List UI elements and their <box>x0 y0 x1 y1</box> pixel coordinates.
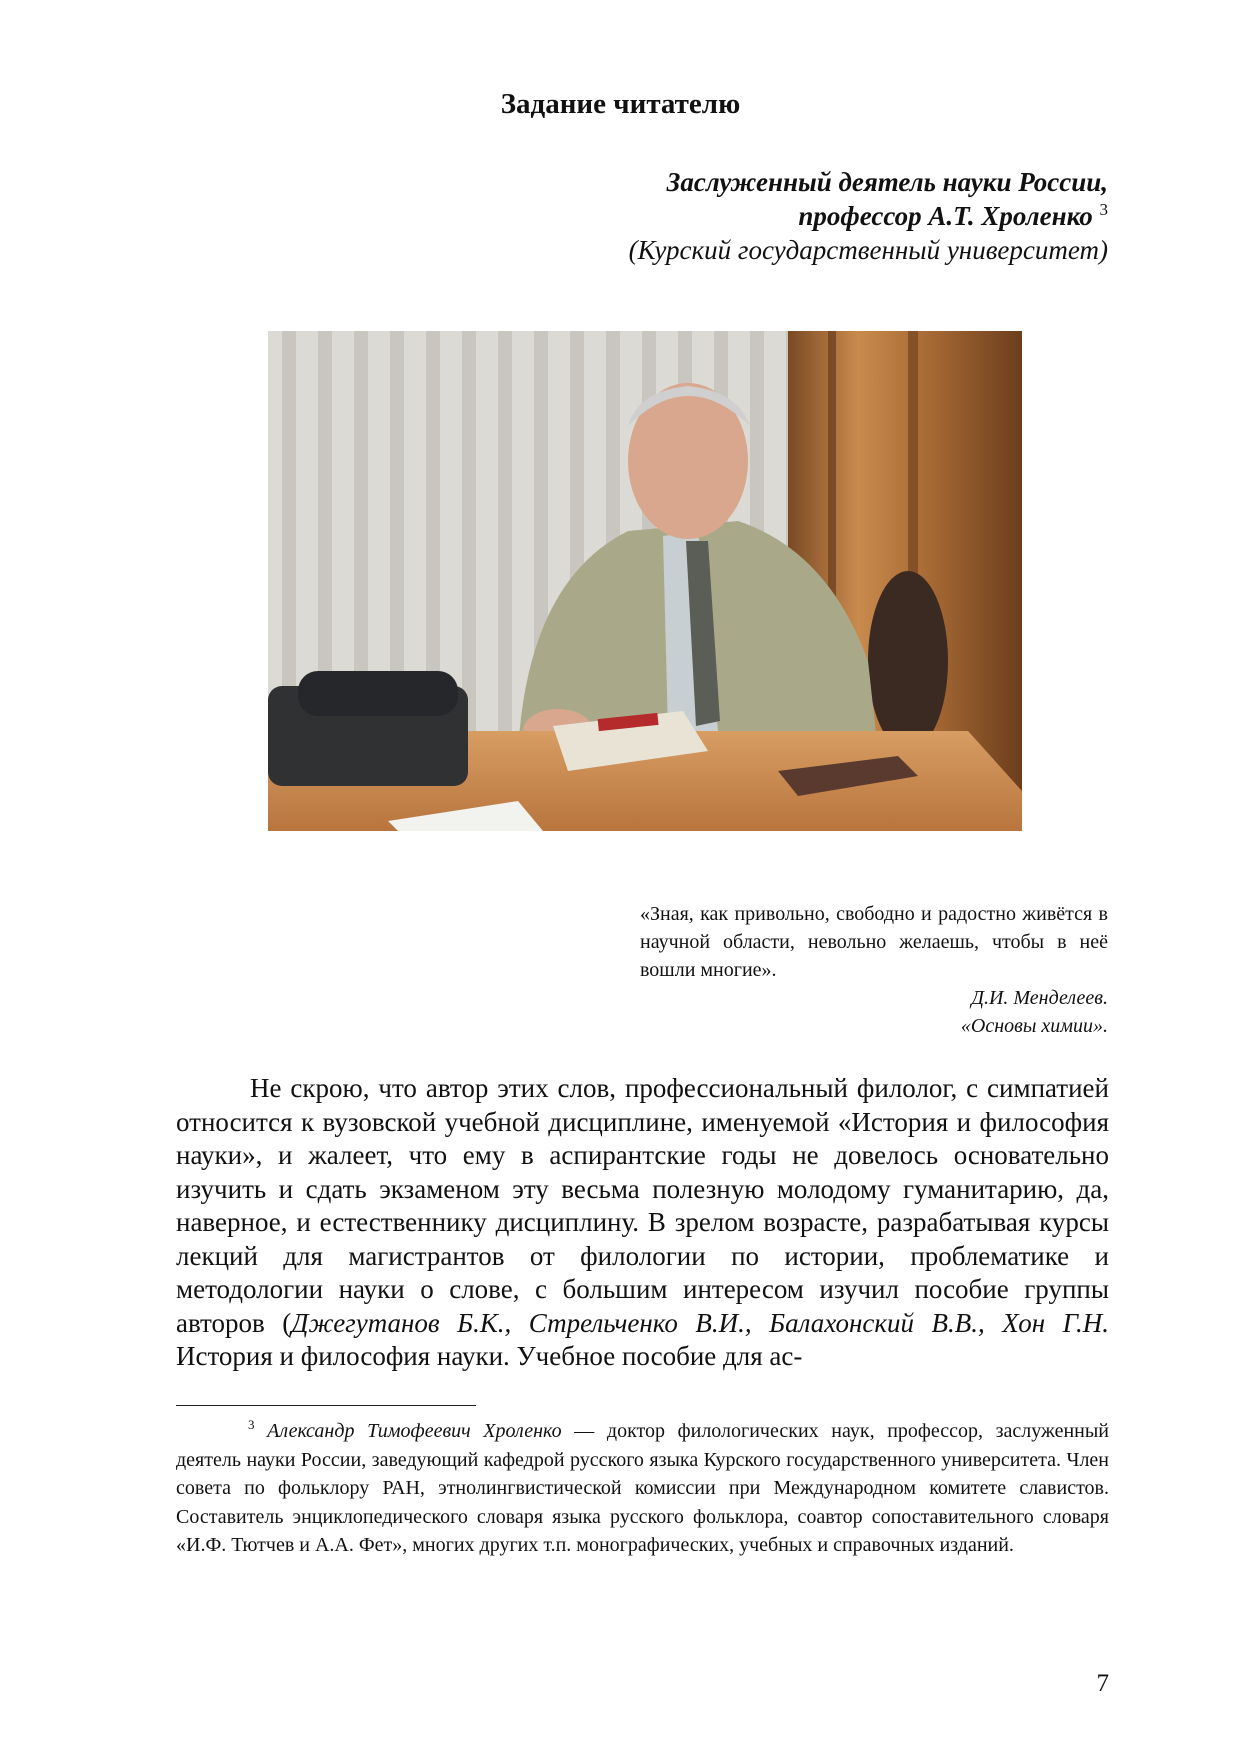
author-affiliation: (Курский государственный университет) <box>628 235 1108 265</box>
epigraph <box>640 900 1108 1040</box>
author-name: профессор А.Т. Хроленко <box>798 201 1093 231</box>
footnote-divider <box>176 1405 476 1406</box>
author-photo <box>268 331 1022 831</box>
author-photo-illustration <box>268 331 1022 831</box>
author-footnote-mark[interactable]: 3 <box>1099 200 1108 219</box>
footnote-mark: 3 <box>248 1417 255 1432</box>
footnote <box>176 1417 1109 1560</box>
author-name-line <box>408 199 1108 233</box>
body-paragraph <box>176 1072 1109 1374</box>
body-text-part2: История и философия науки. Учебное пособие для ас- <box>176 1341 803 1371</box>
author-block <box>408 165 1108 267</box>
epigraph-work: «Основы химии». <box>960 1015 1108 1037</box>
footnote-text: — доктор филологических наук, профессор, заслуженный деятель науки России, заведующий кафедрой русского языка Курского государственного университета. Член совета по фольклору РАН, этнолингвистической комиссии при Международном комитете славистов. Составитель энциклопедического словаря языка русского фольклора, соавтор сопоставительного словаря «И.Ф. Тютчев и А.А. Фет», многих других т.п. монографических, учебных и справочных изданий. <box>176 1420 1109 1556</box>
page-title: Задание читателю <box>500 88 741 120</box>
body-text-part1: Не скрою, что автор этих слов, профессиональный филолог, с симпатией относится к вузовской учебной дисциплине, именуемой «История и философия науки», и жалеет, что ему в аспирантские годы не довелось основательно изучить и сдать экзаменом эту весьма полезную молодому гуманитарию, да, наверное, и естественнику дисциплину. В зрелом возрасте, разрабатывая курсы лекций для магистрантов от филологии по истории, проблематике и методологии науки о слове, с большим интересом изучил пособие группы авторов ( <box>176 1073 1109 1338</box>
body-authors-italic: Джегутанов Б.К., Стрельченко В.И., Балахонский В.В., Хон Г.Н. <box>291 1307 1109 1338</box>
author-title-line: Заслуженный деятель науки России, <box>666 167 1108 197</box>
page-number: 7 <box>1096 1670 1109 1697</box>
epigraph-quote: «Зная, как привольно, свободно и радостно живётся в научной области, невольно желаешь, чтобы в неё вошли многие». <box>640 903 1108 981</box>
epigraph-author: Д.И. Менделеев. <box>971 987 1108 1009</box>
footnote-name: Александр Тимофеевич Хроленко <box>267 1420 562 1442</box>
